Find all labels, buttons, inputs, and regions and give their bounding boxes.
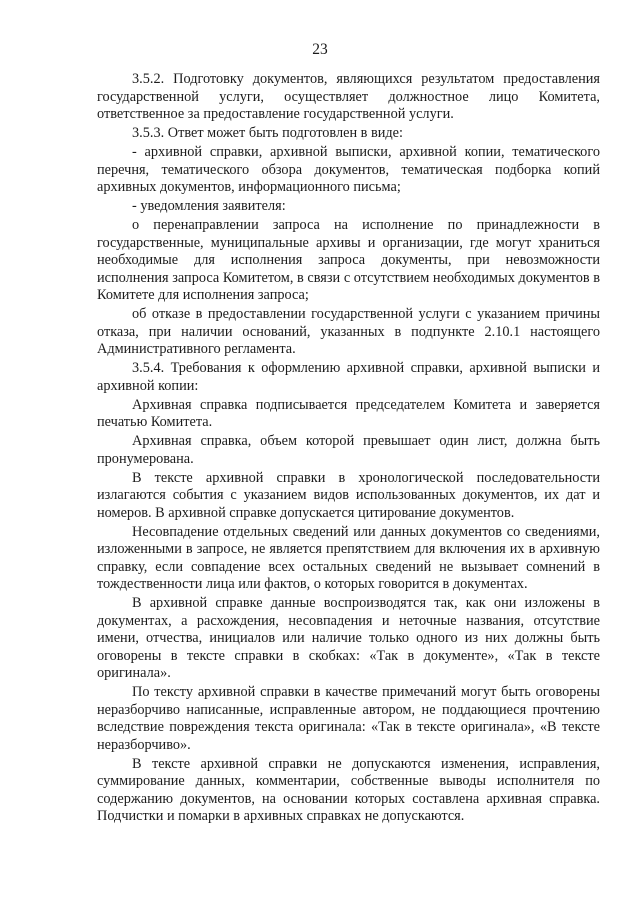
paragraph-3-5-3: 3.5.3. Ответ может быть подготовлен в виде: xyxy=(132,125,403,141)
paragraph-reproduction: В архивной справке данные воспроизводятся так, как они изложены в документах, а расхождения, несовпадения и неточные названия, отсутствие имени, отчества, инициалов или наличие только одного из них должны быть оговорены в тексте справки в скобках: «Так в документе», «Так в тексте оригинала». xyxy=(97,595,600,681)
paragraph-redirection: о перенаправлении запроса на исполнение по принадлежности в государственные, муниципальные архивы и организации, где могут храниться необходимые для исполнения запроса документы, при невозможности исполнения запроса Комитетом, в связи с отсутствием необходимых документов в Комитете для исполнения запроса; xyxy=(97,217,600,303)
paragraph-prohibitions: В тексте архивной справки не допускаются изменения, исправления, суммирование данных, комментарии, собственные выводы исполнителя по содержанию документов, на основании которых составлена архивная справка. Подчистки и помарки в архивных справках не допускаются. xyxy=(97,755,600,824)
paragraph-refusal: об отказе в предоставлении государственной услуги с указанием причины отказа, при наличии оснований, указанных в подпункте 2.10.1 настоящего Административного регламента. xyxy=(97,306,600,357)
list-item-archival-documents: - архивной справки, архивной выписки, архивной копии, тематического перечня, тематического обзора документов, тематическая подборка копий архивных документов, информационного письма; xyxy=(97,144,600,195)
paragraph-numbering: Архивная справка, объем которой превышает один лист, должна быть пронумерована. xyxy=(97,433,600,467)
paragraph-chronology: В тексте архивной справки в хронологической последовательности излагаются события с указанием видов использованных документов, их дат и номеров. В архивной справке допускается цитирование документов. xyxy=(97,469,600,521)
page-number: 23 xyxy=(312,41,328,58)
paragraph-3-5-4: 3.5.4. Требования к оформлению архивной справки, архивной выписки и архивной копии: xyxy=(97,360,600,394)
paragraph-notes: По тексту архивной справки в качестве примечаний могут быть оговорены неразборчиво написанные, исправленные автором, не поддающиеся прочтению вследствие повреждения текста оригинала: «Так в тексте оригинала», «В тексте неразборчиво». xyxy=(97,684,600,753)
document-body xyxy=(97,71,600,827)
list-item-applicant-notice: - уведомления заявителя: xyxy=(132,198,286,214)
paragraph-3-5-2: 3.5.2. Подготовку документов, являющихся результатом предоставления государственной услуги, осуществляет должностное лицо Комитета, ответственное за предоставление государственной услуги. xyxy=(97,71,600,122)
paragraph-signature: Архивная справка подписывается председателем Комитета и заверяется печатью Комитета. xyxy=(97,396,600,430)
paragraph-mismatch: Несовпадение отдельных сведений или данных документов со сведениями, изложенными в запросе, не является препятствием для включения их в архивную справку, если совпадение всех остальных сведений не вызывает сомнений в тождественности лица или фактов, о которых говорится в документах. xyxy=(97,523,600,592)
